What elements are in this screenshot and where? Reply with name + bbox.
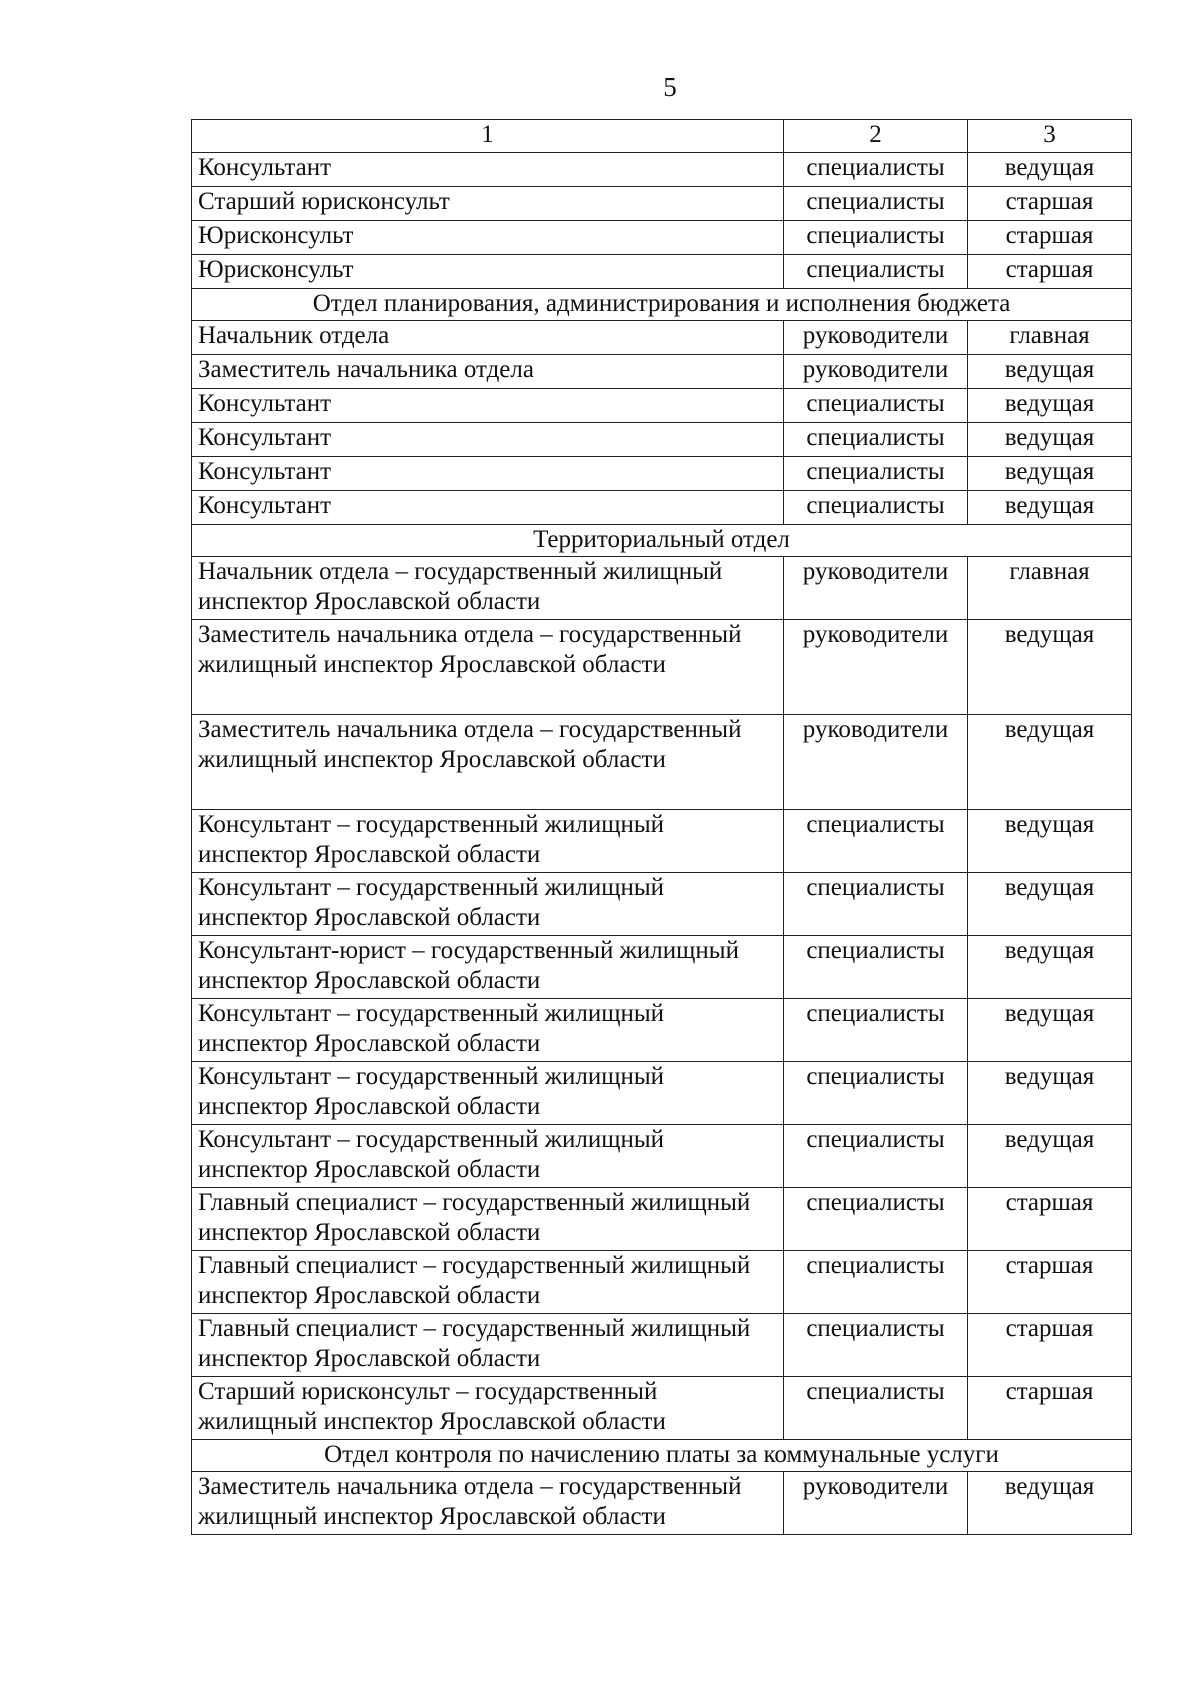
category-cell: специалисты xyxy=(784,1188,968,1251)
group-cell: главная xyxy=(968,557,1132,620)
group-cell: старшая xyxy=(968,221,1132,255)
position-cell: Старший юрисконсульт xyxy=(192,187,784,221)
category-cell: специалисты xyxy=(784,1251,968,1314)
table-row xyxy=(192,187,1132,221)
category-cell: специалисты xyxy=(784,389,968,423)
table-row xyxy=(192,457,1132,491)
table-row xyxy=(192,255,1132,289)
position-cell: Юрисконсульт xyxy=(192,221,784,255)
group-cell: ведущая xyxy=(968,999,1132,1062)
group-cell: старшая xyxy=(968,187,1132,221)
section-title: Отдел планирования, администрирования и исполнения бюджета xyxy=(192,289,1132,321)
section-row xyxy=(192,525,1132,557)
group-cell: ведущая xyxy=(968,153,1132,187)
position-cell: Консультант xyxy=(192,491,784,525)
category-cell: специалисты xyxy=(784,810,968,873)
category-cell: руководители xyxy=(784,620,968,715)
category-cell: руководители xyxy=(784,1472,968,1535)
category-cell: специалисты xyxy=(784,221,968,255)
table-row xyxy=(192,389,1132,423)
group-cell: ведущая xyxy=(968,491,1132,525)
category-cell: специалисты xyxy=(784,423,968,457)
table-row xyxy=(192,620,1132,715)
table-row xyxy=(192,423,1132,457)
category-cell: специалисты xyxy=(784,1314,968,1377)
group-cell: главная xyxy=(968,321,1132,355)
table-row xyxy=(192,936,1132,999)
group-cell: старшая xyxy=(968,1188,1132,1251)
position-cell: Начальник отдела xyxy=(192,321,784,355)
table-row xyxy=(192,557,1132,620)
group-cell: ведущая xyxy=(968,620,1132,715)
position-cell: Главный специалист – государственный жилищный инспектор Ярославской области xyxy=(192,1251,784,1314)
position-cell: Консультант xyxy=(192,457,784,491)
category-cell: специалисты xyxy=(784,936,968,999)
table-row xyxy=(192,491,1132,525)
group-cell: старшая xyxy=(968,1251,1132,1314)
section-title: Территориальный отдел xyxy=(192,525,1132,557)
table-row xyxy=(192,1125,1132,1188)
table-row xyxy=(192,1062,1132,1125)
category-cell: специалисты xyxy=(784,153,968,187)
table-row xyxy=(192,355,1132,389)
position-cell: Главный специалист – государственный жилищный инспектор Ярославской области xyxy=(192,1314,784,1377)
category-cell: специалисты xyxy=(784,187,968,221)
position-cell: Заместитель начальника отдела – государственный жилищный инспектор Ярославской области xyxy=(192,715,784,810)
table-row xyxy=(192,715,1132,810)
position-cell: Консультант – государственный жилищный инспектор Ярославской области xyxy=(192,873,784,936)
section-row xyxy=(192,289,1132,321)
category-cell: специалисты xyxy=(784,1377,968,1440)
column-header-group: 3 xyxy=(968,120,1132,153)
category-cell: руководители xyxy=(784,355,968,389)
group-cell: ведущая xyxy=(968,1062,1132,1125)
table-row xyxy=(192,221,1132,255)
group-cell: старшая xyxy=(968,1314,1132,1377)
table-body xyxy=(192,153,1132,1535)
page-number: 5 xyxy=(663,72,677,102)
category-cell: руководители xyxy=(784,715,968,810)
category-cell: специалисты xyxy=(784,999,968,1062)
table-row xyxy=(192,810,1132,873)
category-cell: руководители xyxy=(784,557,968,620)
group-cell: ведущая xyxy=(968,423,1132,457)
table-row xyxy=(192,1314,1132,1377)
position-cell: Консультант-юрист – государственный жилищный инспектор Ярославской области xyxy=(192,936,784,999)
section-row xyxy=(192,1440,1132,1472)
group-cell: ведущая xyxy=(968,810,1132,873)
category-cell: специалисты xyxy=(784,457,968,491)
position-cell: Консультант xyxy=(192,389,784,423)
table-row xyxy=(192,1251,1132,1314)
position-cell: Консультант – государственный жилищный инспектор Ярославской области xyxy=(192,810,784,873)
category-cell: руководители xyxy=(784,321,968,355)
category-cell: специалисты xyxy=(784,1062,968,1125)
position-cell: Консультант – государственный жилищный инспектор Ярославской области xyxy=(192,1062,784,1125)
position-cell: Консультант – государственный жилищный инспектор Ярославской области xyxy=(192,1125,784,1188)
section-title: Отдел контроля по начислению платы за коммунальные услуги xyxy=(192,1440,1132,1472)
group-cell: ведущая xyxy=(968,715,1132,810)
category-cell: специалисты xyxy=(784,491,968,525)
position-cell: Заместитель начальника отдела xyxy=(192,355,784,389)
group-cell: старшая xyxy=(968,1377,1132,1440)
table-row xyxy=(192,1472,1132,1535)
position-cell: Старший юрисконсульт – государственный жилищный инспектор Ярославской области xyxy=(192,1377,784,1440)
group-cell: старшая xyxy=(968,255,1132,289)
column-header-position: 1 xyxy=(192,120,784,153)
table-row xyxy=(192,153,1132,187)
group-cell: ведущая xyxy=(968,873,1132,936)
group-cell: ведущая xyxy=(968,355,1132,389)
category-cell: специалисты xyxy=(784,255,968,289)
table-row xyxy=(192,1188,1132,1251)
category-cell: специалисты xyxy=(784,1125,968,1188)
position-cell: Заместитель начальника отдела – государственный жилищный инспектор Ярославской области xyxy=(192,1472,784,1535)
table-row xyxy=(192,873,1132,936)
position-cell: Заместитель начальника отдела – государственный жилищный инспектор Ярославской области xyxy=(192,620,784,715)
position-cell: Юрисконсульт xyxy=(192,255,784,289)
table-row xyxy=(192,999,1132,1062)
column-header-category: 2 xyxy=(784,120,968,153)
staff-table xyxy=(191,119,1132,1535)
table-row xyxy=(192,1377,1132,1440)
table-row xyxy=(192,321,1132,355)
group-cell: ведущая xyxy=(968,457,1132,491)
position-cell: Главный специалист – государственный жилищный инспектор Ярославской области xyxy=(192,1188,784,1251)
group-cell: ведущая xyxy=(968,1472,1132,1535)
table-header-row xyxy=(192,120,1132,153)
category-cell: специалисты xyxy=(784,873,968,936)
group-cell: ведущая xyxy=(968,936,1132,999)
position-cell: Консультант xyxy=(192,423,784,457)
position-cell: Начальник отдела – государственный жилищный инспектор Ярославской области xyxy=(192,557,784,620)
position-cell: Консультант – государственный жилищный инспектор Ярославской области xyxy=(192,999,784,1062)
group-cell: ведущая xyxy=(968,389,1132,423)
group-cell: ведущая xyxy=(968,1125,1132,1188)
position-cell: Консультант xyxy=(192,153,784,187)
